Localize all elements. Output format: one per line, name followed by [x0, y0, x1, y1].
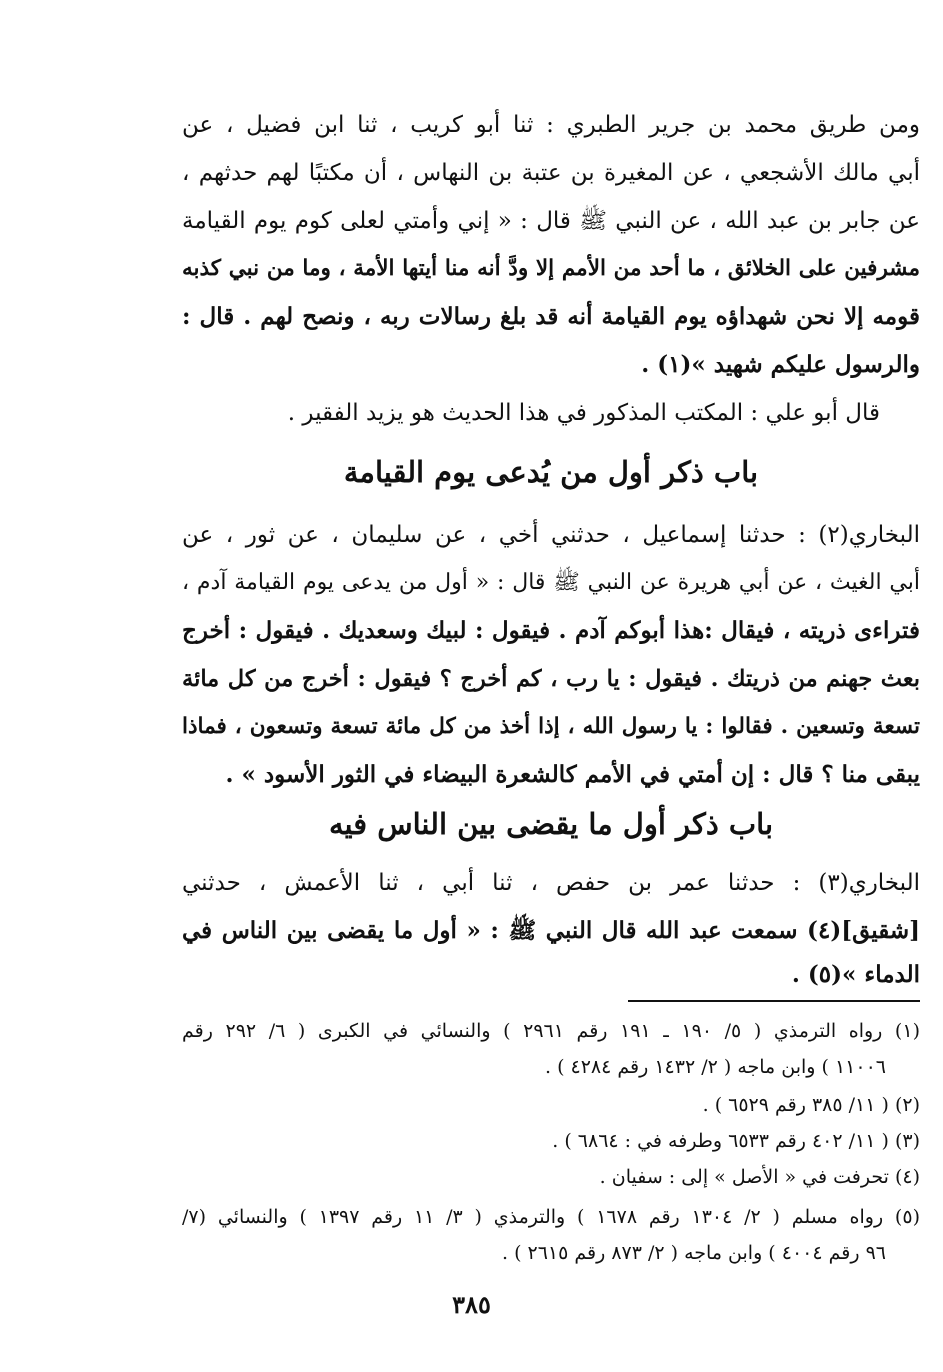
body-line: بعث جهنم من ذريتك . فيقول : يا رب ، كم أخرج ؟ فيقول : أخرج من كل مائة [182, 666, 920, 692]
section-heading: باب ذكر أول من يُدعى يوم القيامة [343, 455, 759, 489]
body-line: ومن طريق محمد بن جرير الطبري : ثنا أبو كريب ، ثنا ابن فضيل ، عن [182, 112, 920, 138]
footnote-line: (٥) رواه مسلم ( ٢/ ١٣٠٤ رقم ١٦٧٨ ) والترمذي ( ٣/ ١١ رقم ١٣٩٧ ) والنسائي (٧/ [182, 1206, 920, 1228]
body-line: أبي مالك الأشجعي ، عن المغيرة بن عتبة بن النهاس ، أن مكتبًا لهم حدثهم ، [182, 160, 920, 186]
body-line: أبي الغيث ، عن أبي هريرة عن النبي ﷺ قال : « أول من يدعى يوم القيامة آدم ، [182, 570, 920, 595]
footnote-line: (٢) ( ١١/ ٣٨٥ رقم ٦٥٢٩ ) . [702, 1094, 920, 1116]
footnote-line: ٩٦ رقم ٤٠٠٤ ) وابن ماجه ( ٢/ ٨٧٣ رقم ٢٦١٥ ) . [501, 1242, 886, 1264]
body-line: البخاري(٣) : حدثنا عمر بن حفص ، ثنا أبي ، ثنا الأعمش ، حدثني [182, 870, 920, 896]
body-line: عن جابر بن عبد الله ، عن النبي ﷺ قال : « إني وأمتي لعلى كوم يوم القيامة [182, 208, 920, 234]
footnote-line: ١١٠٠٦ ) وابن ماجه ( ٢/ ١٤٣٢ رقم ٤٢٨٤ ) . [544, 1056, 886, 1078]
body-line: البخاري(٢) : حدثنا إسماعيل ، حدثني أخي ، عن سليمان ، عن ثور ، عن [182, 522, 920, 548]
body-line: والرسول عليكم شهيد »(١) . [641, 351, 920, 378]
body-line: تسعة وتسعين . فقالوا : يا رسول الله ، إذا أخذ من كل مائة تسعة وتسعون ، فماذا [182, 714, 920, 739]
section-heading: باب ذكر أول ما يقضى بين الناس فيه [328, 807, 774, 841]
body-line: قال أبو علي : المكتب المذكور في هذا الحديث هو يزيد الفقير . [287, 400, 880, 426]
page-number: ٣٨٥ [452, 1290, 491, 1319]
footnote-line: (٤) تحرفت في « الأصل » إلى : سفيان . [599, 1166, 920, 1188]
footnote-line: (١) رواه الترمذي ( ٥/ ١٩٠ ـ ١٩١ رقم ٢٩٦١ ) والنسائي في الكبرى ( ٦/ ٢٩٢ رقم [182, 1020, 920, 1042]
body-line: الدماء »(٥) . [791, 961, 920, 988]
body-line: يبقى منا ؟ قال : إن أمتي في الأمم كالشعرة البيضاء في الثور الأسود » . [225, 761, 920, 788]
body-line: مشرفين على الخلائق ، ما أحد من الأمم إلا ودَّ أنه منا أيتها الأمة ، وما من نبي كذبه [182, 256, 920, 281]
body-line: فتراءى ذريته ، فيقال :هذا أبوكم آدم . فيقول : لبيك وسعديك . فيقول : أخرج [182, 617, 920, 644]
body-line: قومه إلا نحن شهداؤه يوم القيامة أنه قد بلغ رسالات ربه ، ونصح لهم . قال : [182, 303, 920, 330]
footnote-line: (٣) ( ١١/ ٤٠٢ رقم ٦٥٣٣ وطرفه في : ٦٨٦٤ ) . [552, 1130, 920, 1152]
body-line: [شقيق](٤) سمعت عبد الله قال النبي ﷺ : « أول ما يقضى بين الناس في [182, 917, 920, 944]
footnote-separator [628, 1000, 920, 1002]
